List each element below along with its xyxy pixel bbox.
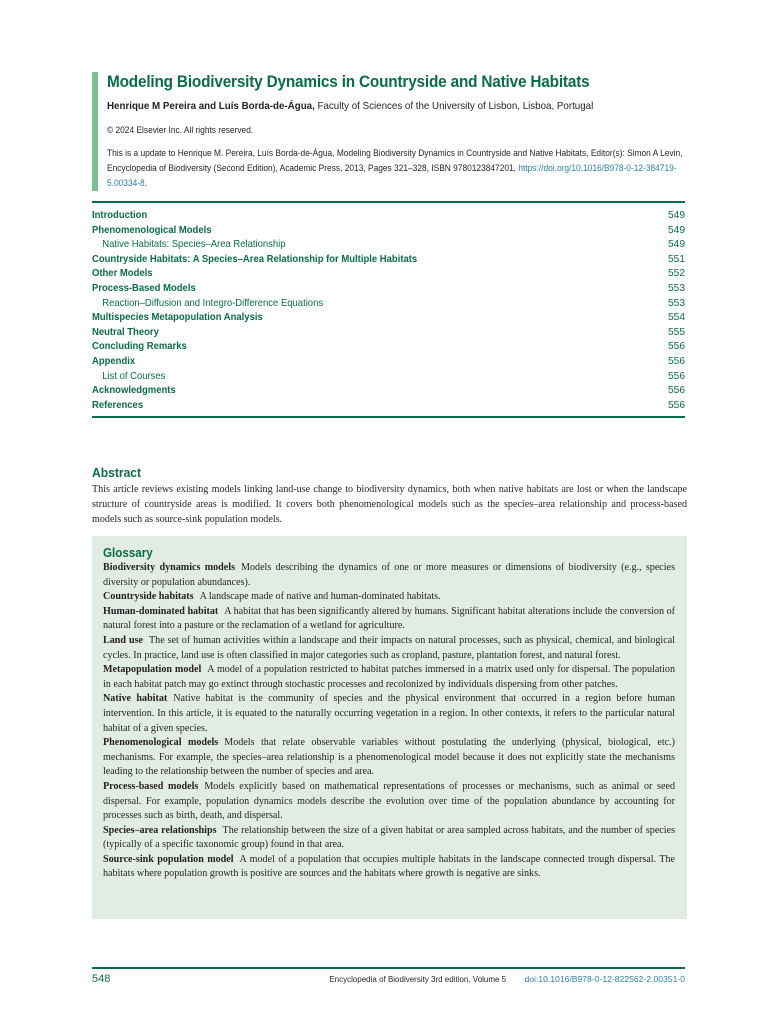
glossary-entry <box>103 736 675 780</box>
glossary-definition: The set of human activities within a landscape and their impacts on natural processes, such as physical, chemical, and biological cycles. In practice, land use is often classified in major categories such as cropland, pasture, plantation forest, and natural forest. <box>103 634 675 661</box>
toc-entry-label: Phenomenological Models <box>92 224 212 236</box>
toc-bottom-rule <box>92 416 685 418</box>
glossary-definition: Models explicitly based on mathematical representations of processes or mechanisms, such as animal or seed dispersal. For example, population dynamics models describe the evolution over time of the population abundance by accounting for processes such as birth, death, and dispersal. <box>103 780 675 822</box>
glossary-term: Land use <box>103 634 143 646</box>
author-affiliation: Faculty of Sciences of the University of Lisbon, Lisboa, Portugal <box>317 100 594 112</box>
glossary-definition: Native habitat is the community of species and the physical environment that occurred in a region before human intervention. In this article, it is equated to the naturally occurring vegetation in a region. In other contexts, it refers to the particular natural habitat of a given species. <box>103 693 676 734</box>
update-doi-link[interactable]: https://doi.org/10.1016/B978-0-12-384719-5.00334-8 <box>107 163 677 188</box>
glossary-definition: The relationship between the size of a given habitat or area sampled across habitats, and the number of species (typically of a specific taxonomic group) found in that area. <box>103 824 675 851</box>
glossary-entry <box>103 561 675 590</box>
toc-entry-page: 553 <box>668 297 685 309</box>
toc-entry[interactable] <box>92 355 685 370</box>
toc-entry[interactable] <box>92 238 685 253</box>
page-number: 548 <box>92 973 111 985</box>
toc-entry[interactable] <box>92 267 685 282</box>
glossary-term: Biodiversity dynamics models <box>103 562 235 573</box>
toc-entry-label: References <box>92 399 144 411</box>
toc-entry-label: Other Models <box>92 268 153 280</box>
glossary-heading: Glossary <box>103 546 153 560</box>
page-footer <box>92 973 685 985</box>
glossary-entry <box>103 692 675 736</box>
toc-entry-label: Process-Based Models <box>92 282 196 294</box>
toc-entry-page: 553 <box>668 282 685 294</box>
footer-rule <box>92 967 685 969</box>
update-note-text: This is a update to Henrique M. Pereira, Luís Borda-de-Água, Modeling Biodiversity Dynamics in Countryside and Native Habitats, Editor(s): Simon A Levin, Encyclopedia of Biodiversity (Second Edition), Academic Press, 2013, Pages 321–328, ISBN 9780123847201, <box>107 148 683 173</box>
glossary-term: Metapopulation model <box>103 664 202 676</box>
toc-entry-page: 549 <box>668 210 685 221</box>
glossary-definition: A habitat that has been significantly altered by humans. Significant habitat alterations include the conversion of natural forest into a pasture or the reclamation of a wetland for agriculture. <box>103 605 675 632</box>
toc-entry-label: List of Courses <box>102 370 166 382</box>
glossary-entry <box>103 605 675 634</box>
toc-entry[interactable] <box>92 311 685 326</box>
journal-name: Encyclopedia of Biodiversity 3rd edition, Volume 5 <box>329 974 507 984</box>
glossary-definition: A model of a population that occupies multiple habitats in the landscape connected trough dispersal. The habitats where population growth is positive are sources and the habitats where growth is negative are sinks. <box>103 853 675 880</box>
update-note <box>107 146 702 191</box>
toc-entry-label: Multispecies Metapopulation Analysis <box>92 312 263 324</box>
toc-entry[interactable] <box>92 224 685 239</box>
glossary-definition: A model of a population restricted to habitat patches immersed in a matrix used only for dispersal. The population in each habitat patch may go extinct through stochastic processes and recolonized by individuals dispersing from other patches. <box>103 664 676 690</box>
table-of-contents <box>92 209 685 413</box>
toc-entry[interactable] <box>92 282 685 297</box>
toc-entry[interactable] <box>92 399 685 414</box>
glossary-definition: Models that relate observable variables without postulating the underlying (physical, biological, etc.) mechanisms. For example, the species–area relationship is a phenomenological model because it does not explicitly state the mechanisms leading to the relationship between the number of species and area. <box>103 737 675 778</box>
toc-entry[interactable] <box>92 340 685 355</box>
toc-entry-label: Introduction <box>92 210 148 221</box>
toc-entry-label: Appendix <box>92 355 136 367</box>
update-note-tail: . <box>144 178 148 188</box>
abstract-heading: Abstract <box>92 465 142 480</box>
toc-entry-label: Countryside Habitats: A Species–Area Relationship for Multiple Habitats <box>92 253 418 265</box>
article-title: Modeling Biodiversity Dynamics in Countryside and Native Habitats <box>107 73 590 91</box>
glossary-entry <box>103 853 675 882</box>
toc-entry[interactable] <box>92 370 685 385</box>
glossary-entry <box>103 780 675 824</box>
toc-entry-page: 555 <box>668 326 685 338</box>
glossary-entry <box>103 634 675 663</box>
glossary-term: Process-based models <box>103 780 199 792</box>
toc-entry-page: 556 <box>668 399 685 411</box>
toc-entry-label: Concluding Remarks <box>92 341 187 353</box>
toc-entry-page: 549 <box>668 224 685 236</box>
toc-entry-page: 552 <box>668 268 685 280</box>
article-header <box>92 72 703 191</box>
glossary-term: Phenomenological models <box>103 737 219 749</box>
author-line <box>107 100 661 113</box>
toc-entry-page: 549 <box>668 239 685 251</box>
glossary-entry <box>103 663 675 692</box>
toc-entry-label: Acknowledgments <box>92 385 176 397</box>
toc-entry-page: 556 <box>668 355 685 367</box>
glossary-definition: A landscape made of native and human-dominated habitats. <box>199 591 441 603</box>
toc-entry[interactable] <box>92 384 685 399</box>
glossary-term: Native habitat <box>103 693 168 705</box>
toc-entry-page: 556 <box>668 370 685 382</box>
toc-entry-page: 556 <box>668 341 685 353</box>
glossary-term: Human-dominated habitat <box>103 605 219 617</box>
toc-entry[interactable] <box>92 326 685 341</box>
toc-entry[interactable] <box>92 209 685 224</box>
copyright-notice: © 2024 Elsevier Inc. All rights reserved. <box>107 125 254 135</box>
toc-entry-page: 556 <box>668 385 685 397</box>
toc-entry-page: 551 <box>668 253 685 265</box>
toc-entry-label: Reaction–Diffusion and Integro-Difference Equations <box>102 297 324 309</box>
toc-entry[interactable] <box>92 253 685 268</box>
toc-entry-label: Neutral Theory <box>92 326 159 338</box>
glossary-box <box>92 536 687 919</box>
abstract-text: This article reviews existing models linking land-use change to biodiversity dynamics, both when native habitats are lost or when the landscape structure of countryside areas is modified. It covers both phenomenological models such as the species–area relationship and process-based models such as source-sink population models. <box>92 484 687 525</box>
glossary-term: Species–area relationships <box>103 824 217 836</box>
toc-entry-page: 554 <box>668 312 685 324</box>
glossary-entry <box>103 590 675 605</box>
footer-doi-link[interactable]: doi:10.1016/B978-0-12-822562-2.00351-0 <box>524 974 685 984</box>
glossary-definition: Models describing the dynamics of one or more measures or dimensions of biodiversity (e.g., species diversity or population abundances). <box>103 562 676 588</box>
glossary-entry <box>103 824 675 853</box>
author-names: Henrique M Pereira and Luís Borda-de-Água, <box>107 100 315 112</box>
toc-entry-label: Native Habitats: Species–Area Relationship <box>102 239 286 251</box>
toc-entry[interactable] <box>92 297 685 312</box>
toc-top-rule <box>92 201 685 203</box>
glossary-term: Source-sink population model <box>103 853 234 865</box>
glossary-list <box>103 561 675 882</box>
glossary-term: Countryside habitats <box>103 591 194 603</box>
